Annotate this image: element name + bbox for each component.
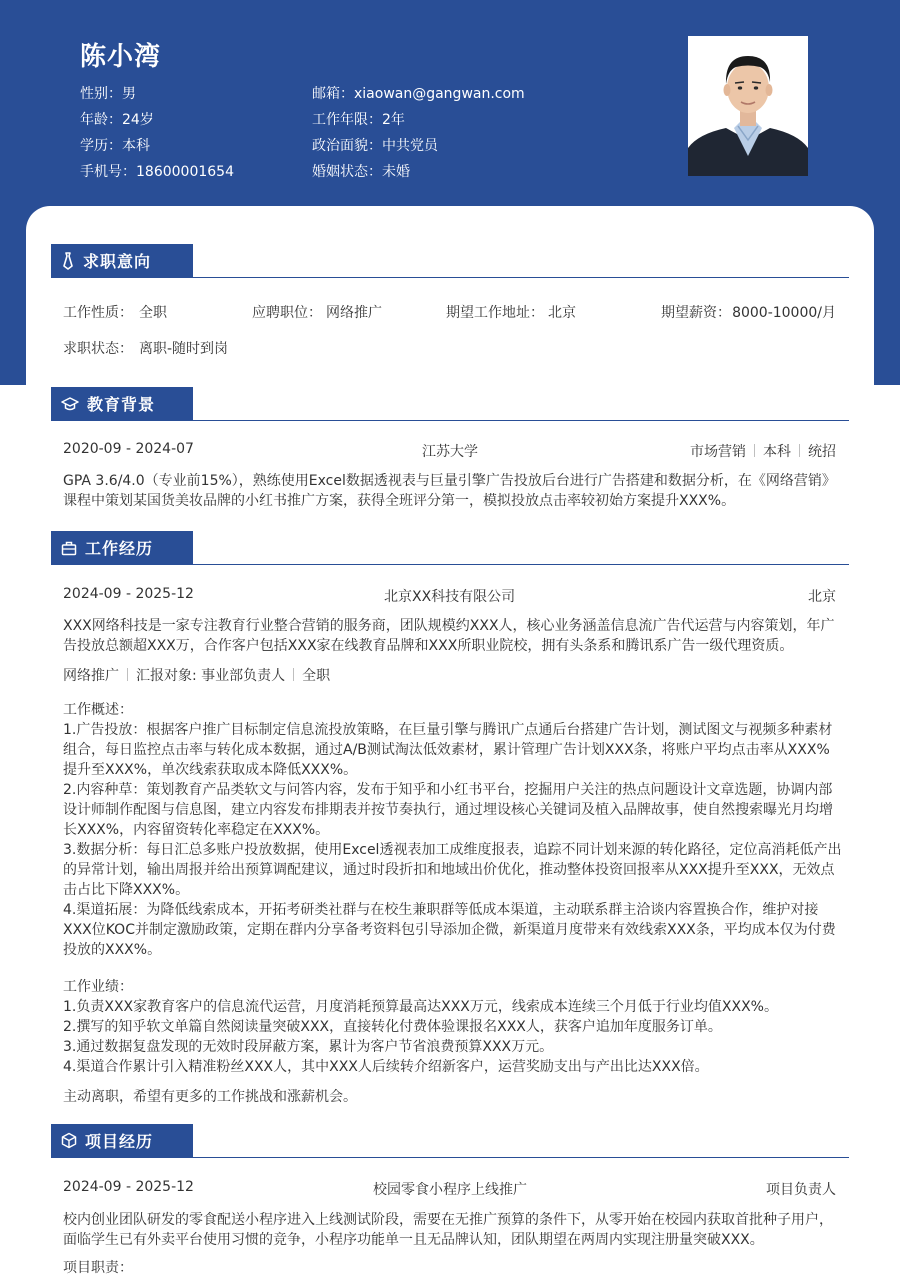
cube-icon xyxy=(61,1132,77,1149)
education-meta xyxy=(690,441,836,461)
education-period: 2020-09 - 2024-07 xyxy=(63,441,194,457)
position-value: 网络推广 xyxy=(326,305,382,321)
section-tab xyxy=(51,1124,193,1157)
location-value: 北京 xyxy=(548,305,576,321)
political-status: 政治面貌：中共党员 xyxy=(312,138,438,154)
job-status-value: 离职-随时到岗 xyxy=(139,341,229,357)
location-label: 期望工作地址： xyxy=(446,305,544,321)
divider xyxy=(799,444,800,457)
text-line: 告投放总额超XXX万，合作客户包括XXX家在线教育品牌和XXX所职业院校，拥有头条系和腾讯系广告一级代理资质。 xyxy=(63,638,794,654)
tag: 网络推广 xyxy=(63,668,119,684)
section-title: 项目经历 xyxy=(85,1132,154,1151)
job-type-label: 工作性质： xyxy=(63,305,133,321)
text-line: 组合，每日监控点击率与转化成本数据，通过A/B测试淘汰低效素材，累计管理广告计划XXX条，将账户平均点击率从XXX% xyxy=(63,742,830,758)
work-period: 2024-09 - 2025-12 xyxy=(63,586,194,602)
work-achievements xyxy=(63,977,839,1077)
text-line: 4.渠道拓展：为降低线索成本，开拓考研类社群与在校生兼职群等低成本渠道，主动联系群主洽谈内容置换合作，维护对接 xyxy=(63,902,819,918)
text-line: 工作业绩： xyxy=(63,979,133,995)
salary-label: 期望薪资： xyxy=(661,305,731,321)
phone: 手机号：18600001654 xyxy=(80,164,234,180)
enrollment-type: 统招 xyxy=(808,444,836,460)
briefcase-icon xyxy=(61,540,77,556)
text-line: 2.撰写的知乎软文单篇自然阅读量突破XXX，直接转化付费体验课报名XXX人，获客户追加年度服务订单。 xyxy=(63,1019,722,1035)
divider xyxy=(754,444,755,457)
tag: 汇报对象: 事业部负责人 xyxy=(136,668,286,684)
school-name: 江苏大学 xyxy=(422,444,478,460)
section-tab xyxy=(51,531,193,564)
gender: 性别：男 xyxy=(80,86,136,102)
leave-reason: 主动离职，希望有更多的工作挑战和涨薪机会。 xyxy=(63,1089,357,1105)
email: 邮箱：xiaowan@gangwan.com xyxy=(312,86,525,102)
text-line: 长XXX%，内容留资转化率稳定在XXX%。 xyxy=(63,822,330,838)
job-type-value: 全职 xyxy=(139,305,167,321)
section-project-experience xyxy=(51,1124,849,1158)
profile-photo xyxy=(688,36,808,176)
section-education xyxy=(51,387,849,421)
degree: 本科 xyxy=(763,444,791,460)
section-work-experience xyxy=(51,531,849,565)
work-overview xyxy=(63,700,842,960)
section-job-intent xyxy=(51,244,849,278)
work-tags xyxy=(63,665,330,685)
text-line: 的异常计划，输出周报并给出预算调配建议，通过时段折扣和地域出价优化，推动整体投资回报率从XXX提升至XXX，无效点 xyxy=(63,862,835,878)
text-line: 3.数据分析：每日汇总多账户投放数据，使用Excel透视表加工成维度报表，追踪不同计划来源的转化路径，定位高消耗低产出 xyxy=(63,842,842,858)
section-tab xyxy=(51,387,193,420)
education-level: 学历：本科 xyxy=(80,138,150,154)
job-status-label: 求职状态： xyxy=(63,341,133,357)
text-line: 校内创业团队研发的零食配送小程序进入上线测试阶段，需要在无推广预算的条件下，从零开始在校园内获取首批种子用户， xyxy=(63,1212,833,1228)
project-duty-label: 项目职责： xyxy=(63,1260,133,1275)
text-line: GPA 3.6/4.0（专业前15%），熟练使用Excel数据透视表与巨量引擎广告投放后台进行广告搭建和数据分析，在《网络营销》 xyxy=(63,473,836,489)
project-name: 校园零食小程序上线推广 xyxy=(373,1182,527,1198)
text-line: 2.内容种草：策划教育产品类软文与问答内容，发布于知乎和小红书平台，挖掘用户关注的热点问题设计文章选题，协调内部 xyxy=(63,782,833,798)
candidate-name: 陈小湾 xyxy=(80,42,162,72)
text-line: 面临学生已有外卖平台使用习惯的竞争，小程序功能单一且无品牌认知，团队期望在两周内实现注册量突破XXX。 xyxy=(63,1232,764,1248)
text-line: 投放的XXX%。 xyxy=(63,942,162,958)
text-line: 设计师制作配图与信息图，建立内容发布排期表并按节奏执行，通过埋设核心关键词及植入品牌故事，使自然搜索曝光月均增 xyxy=(63,802,833,818)
salary-value: 8000-10000/月 xyxy=(732,305,836,321)
text-line: XXX网络科技是一家专注教育行业整合营销的服务商，团队规模约XXX人，核心业务涵盖信息流广告代运营与内容策划，年广 xyxy=(63,618,835,634)
position-label: 应聘职位： xyxy=(252,305,322,321)
tag: 全职 xyxy=(302,668,331,684)
work-years: 工作年限：2年 xyxy=(312,112,405,128)
text-line: 4.渠道合作累计引入精准粉丝XXX人，其中XXX人后续转介绍新客户，运营奖励支出与产出比达XXX倍。 xyxy=(63,1059,709,1075)
text-line: XXX位KOC并制定激励政策，定期在群内分享备考资料包引导添加企微，新渠道月度带来有效线索XXX条，平均成本仅为付费 xyxy=(63,922,836,938)
section-title: 工作经历 xyxy=(85,539,154,558)
work-city: 北京 xyxy=(808,589,836,605)
graduation-cap-icon xyxy=(61,396,79,412)
company-intro xyxy=(63,616,839,656)
text-line: 工作概述： xyxy=(63,702,133,718)
section-title: 求职意向 xyxy=(83,252,152,271)
divider xyxy=(293,668,294,681)
education-description xyxy=(63,471,839,511)
age: 年龄：24岁 xyxy=(80,112,154,128)
project-period: 2024-09 - 2025-12 xyxy=(63,1179,194,1195)
divider xyxy=(127,668,128,681)
text-line: 3.通过数据复盘发现的无效时段屏蔽方案，累计为客户节省浪费预算XXX万元。 xyxy=(63,1039,554,1055)
marital-status: 婚姻状态：未婚 xyxy=(312,164,410,180)
major: 市场营销 xyxy=(690,444,746,460)
text-line: 提升至XXX%，单次线索获取成本降低XXX%。 xyxy=(63,762,358,778)
section-title: 教育背景 xyxy=(87,395,156,414)
project-description xyxy=(63,1210,839,1250)
text-line: 课程中策划某国货美妆品牌的小红书推广方案，获得全班评分第一，模拟投放点击率较初始方案提升XXX%。 xyxy=(63,493,736,509)
text-line: 1.广告投放：根据客户推广目标制定信息流投放策略，在巨量引擎与腾讯广点通后台搭建广告计划，测试图文与视频多种素材 xyxy=(63,722,833,738)
project-role: 项目负责人 xyxy=(766,1182,836,1198)
company-name: 北京XX科技有限公司 xyxy=(384,589,516,605)
section-tab xyxy=(51,244,193,277)
tie-icon xyxy=(61,252,75,270)
text-line: 1.负责XXX家教育客户的信息流代运营，月度消耗预算最高达XXX万元，线索成本连续三个月低于行业均值XXX%。 xyxy=(63,999,778,1015)
text-line: 击占比下降XXX%。 xyxy=(63,882,190,898)
